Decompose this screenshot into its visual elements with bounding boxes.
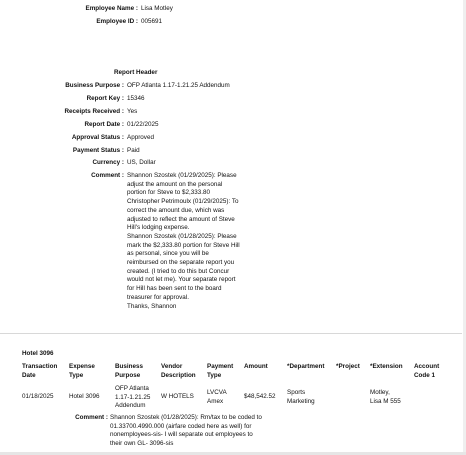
- comment-line: Thanks, Shannon: [127, 302, 177, 310]
- col-extension: *Extension: [370, 363, 403, 370]
- cell-amount: $48,542.52: [244, 393, 276, 400]
- business-purpose-label: Business Purpose :: [65, 82, 124, 89]
- comment-line: their own GL- 3096-sis: [110, 440, 174, 448]
- employee-id-value: 005691: [141, 18, 163, 25]
- col-payment-type: Payment Type: [207, 363, 234, 379]
- comment-line: adjust the amount on the personal: [127, 180, 223, 188]
- receipts-received-label: Receipts Received :: [64, 108, 124, 115]
- comment-line: mark the $2,333.80 portion for Steve Hill: [127, 241, 240, 249]
- col-business-purpose: Business Purpose: [115, 363, 143, 379]
- comment-line: adjusted to reflect the amount of Steve: [127, 215, 235, 223]
- approval-status-value: Approved: [127, 134, 154, 141]
- col-vendor-description: Vendor Description: [161, 363, 196, 379]
- cell-payment-type: LVCVA Amex: [207, 389, 227, 405]
- section-divider: [0, 333, 462, 334]
- comment-line: created. (I tried to do this but Concur: [127, 267, 230, 275]
- col-amount: Amount: [244, 363, 268, 370]
- currency-label: Currency :: [92, 159, 124, 166]
- comment-line: for Hill has been sent to the board: [127, 285, 222, 293]
- comment-line: portion for Steve to $2,333.80: [127, 189, 210, 197]
- expense-comment-text: [110, 414, 310, 449]
- report-key-label: Report Key :: [86, 95, 124, 102]
- comment-line: nonemployees-sis- I will separate out employees to: [110, 431, 253, 439]
- cell-expense-type: Hotel 3096: [69, 393, 100, 400]
- col-expense-type: Expense Type: [69, 363, 95, 379]
- col-transaction-date: Transaction Date: [22, 363, 58, 379]
- comment-line: Christopher Petrimoulx (01/29/2025): To: [127, 198, 239, 206]
- expense-comment-label: Comment :: [75, 414, 108, 421]
- cell-extension: Motley, Lisa M 555: [370, 389, 401, 405]
- comment-line: as personal, since you will be: [127, 250, 209, 258]
- comment-line: treasurer for approval.: [127, 293, 189, 301]
- comment-line: Shannon Szostek (01/29/2025): Please: [127, 172, 237, 179]
- payment-status-label: Payment Status :: [72, 147, 124, 154]
- report-date-label: Report Date :: [84, 121, 124, 128]
- report-comment-text: [127, 172, 267, 311]
- receipts-received-value: Yes: [127, 108, 138, 115]
- payment-status-value: Paid: [127, 147, 140, 154]
- comment-line: 01.33700.4990.000 (airfare coded here as well) for: [110, 422, 252, 430]
- comment-line: Shannon Szostek (01/28/2025): Please: [127, 232, 237, 240]
- employee-name-label: Employee Name :: [85, 5, 138, 12]
- cell-business-purpose: OFP Atlanta 1.17-1.21.25 Addendum: [115, 385, 151, 410]
- col-project: *Project: [336, 363, 360, 370]
- col-department: *Department: [287, 363, 325, 370]
- cell-vendor-description: W HOTELS: [161, 393, 194, 400]
- report-header-title: Report Header: [114, 69, 158, 76]
- approval-status-label: Approval Status :: [71, 134, 124, 141]
- col-account-code: Account Code 1: [414, 363, 440, 379]
- comment-line: correct the amount due, which was: [127, 206, 225, 214]
- comment-line: would not let me). Your separate report: [127, 276, 236, 284]
- employee-id-label: Employee ID :: [96, 18, 138, 25]
- business-purpose-value: OFP Atlanta 1.17-1.21.25 Addendum: [127, 82, 230, 89]
- report-comment-label: Comment :: [91, 172, 124, 179]
- report-date-value: 01/22/2025: [127, 121, 159, 128]
- cell-transaction-date: 01/18/2025: [22, 393, 54, 400]
- employee-name-value: Lisa Motley: [141, 5, 173, 12]
- comment-line: reimbursed on the separate report you: [127, 259, 235, 267]
- comment-line: Shannon Szostek (01/28/2025): Rm/tax to be coded to: [110, 414, 262, 421]
- cell-department: Sports Marketing: [287, 389, 315, 405]
- report-key-value: 15346: [127, 95, 145, 102]
- currency-value: US, Dollar: [127, 159, 156, 166]
- hotel-section-title: Hotel 3096: [22, 350, 54, 357]
- comment-line: Hill's lodging expense.: [127, 224, 190, 232]
